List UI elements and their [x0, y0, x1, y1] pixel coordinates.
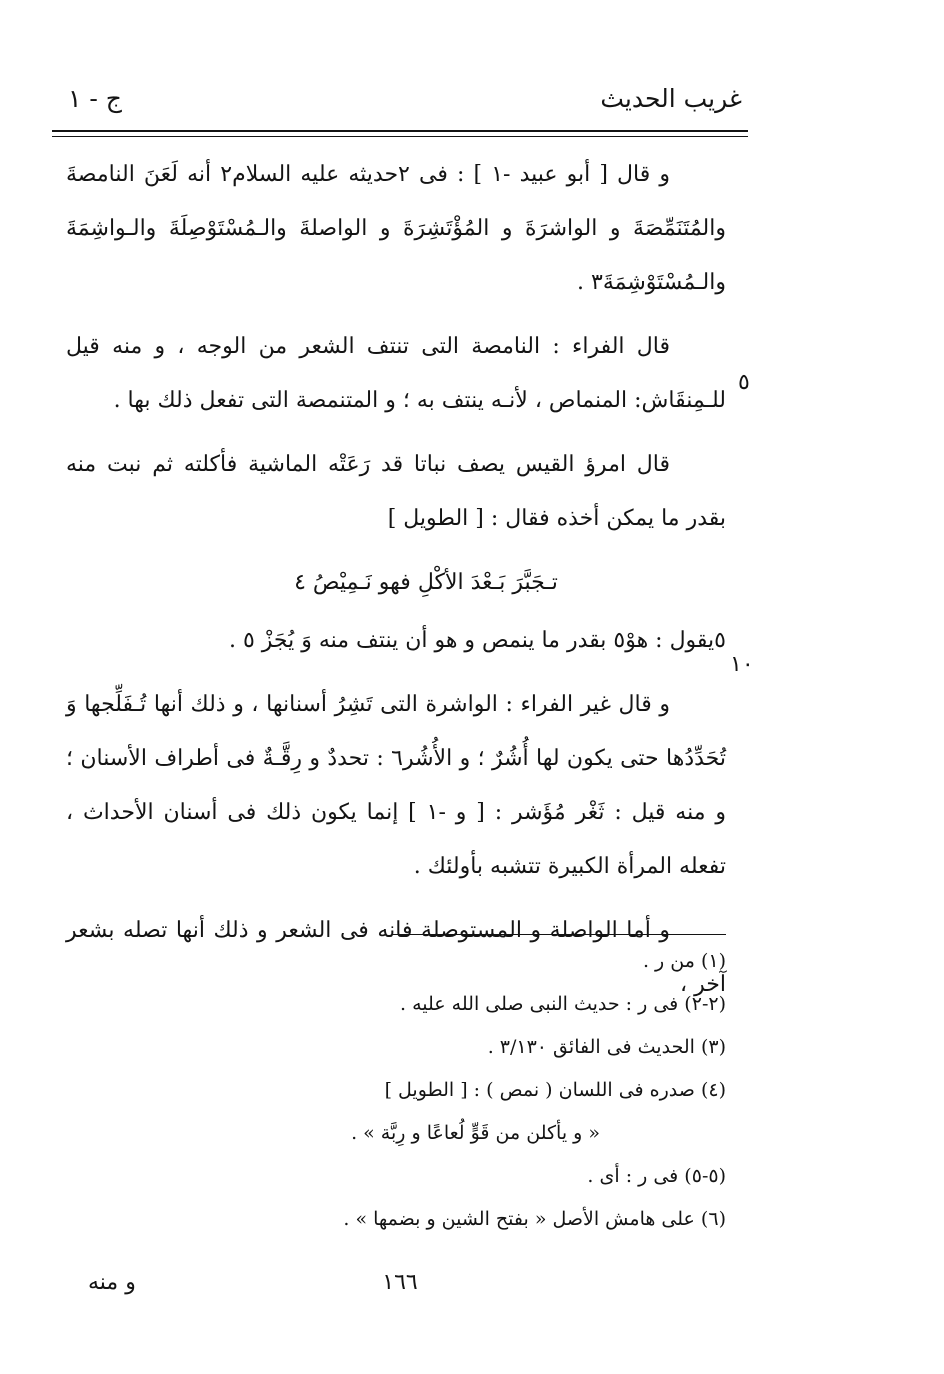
footnote-6: (٦) على هامش الأصل « بفتح الشين و بضمها » .	[343, 1208, 726, 1230]
footnote-1: (١) من ر .	[642, 950, 726, 972]
footnotes	[160, 940, 726, 1241]
paragraph-imru-al-qays: قال امرؤ القيس يصف نباتا قد رَعَتْه الماشية فأكلته ثم نبت منه بقدر ما يمكن أخذه فقال : [ الطويل ]	[66, 452, 726, 531]
footnote-rule	[392, 934, 726, 935]
paragraph-wasila: و أما الواصلة و المستوصلة فانه فى الشعر و ذلك أنها تصله بشعر آخر ،	[66, 918, 726, 997]
footnote-3: (٣) الحديث فى الفائق ٣/١٣٠ .	[487, 1036, 726, 1058]
footnote-4-continuation: « و يأكلن من قَوٍّ لُعاعًا و رِبَّة » .	[351, 1122, 600, 1144]
line-number-10: ١٠	[730, 652, 754, 677]
main-text	[66, 148, 726, 1022]
running-header	[62, 80, 744, 124]
catchword: و منه	[88, 1270, 136, 1295]
book-title: غريب الحديث	[600, 84, 742, 113]
page-number: ١٦٦	[382, 1270, 418, 1295]
line-number-5: ٥	[738, 370, 750, 395]
header-rule-thin	[52, 136, 748, 137]
paragraph-washira: و قال غير الفراء : الواشرة التى تَشِرُ أسنانها ، و ذلك أنها تُـفَلِّجها وَ تُحَدِّدُها حتى يكون لها أُشُرٌ ؛ و الأُشُر٦ : تحددٌ و رِقَّـةٌ فى أطراف الأسنان ؛ و منه قيل : ثَغْر مُؤَشر : [ و -١ ] إنما يكون ذلك فى أسنان الأحداث ، تفعله المرأة الكبيرة تتشبه بأولئك .	[66, 692, 726, 879]
paragraph-explanation: ٥يقول : هوْ٥ بقدر ما ينمص و هو أن ينتف منه وَ يُجَزْ ٥ .	[228, 628, 726, 653]
paragraph-farra: قال الفراء : النامصة التى تنتف الشعر من الوجه ، و منه قيل للـمِنقَاش: المنماص ، لأنـه ينتف به ؛ و المتنمصة التى تفعل ذلك بها .	[66, 334, 726, 413]
footnote-4: (٤) صدره فى اللسان ( نمص ) : [ الطويل ]	[384, 1079, 726, 1101]
header-rule-thick	[52, 130, 748, 132]
verse-line: تـجَبَّرَ بَـعْدَ الأكْلِ فهو نَـمِيْصُ ٤	[294, 570, 558, 595]
footnote-5: (٥-٥) فى ر : أى .	[587, 1165, 726, 1187]
footnote-2: (٢-٢) فى ر : حديث النبى صلى الله عليه .	[400, 993, 726, 1015]
volume-label: ج - ١	[68, 84, 122, 113]
paragraph-hadith: و قال [ أبو عبيد -١ ] : فى ٢حديثه عليه السلام٢ أنه لَعَنَ النامصةَ والمُتَنَمِّصَةَ و الواشرَةَ و المُؤْتَشِرَةَ و الواصلةَ والـمُسْتَوْصِلَةَ والـواشِمَةَ والـمُسْتَوْشِمَةَ٣ .	[66, 162, 726, 295]
